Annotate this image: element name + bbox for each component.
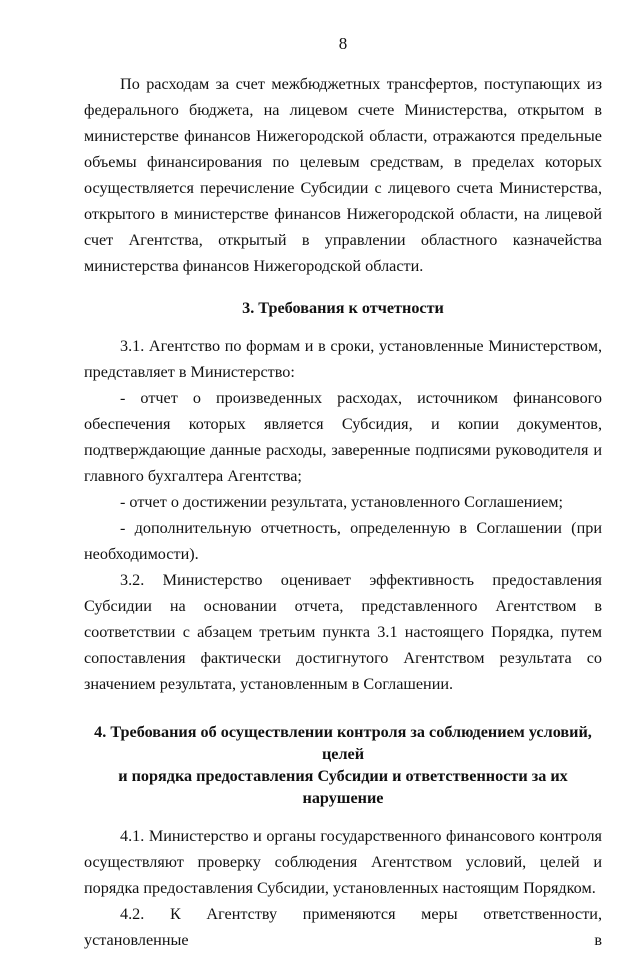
intro-paragraph: По расходам за счет межбюджетных трансфертов, поступающих из федерального бюджета, на лицевом счете Министерства, открытом в министерстве финансов Нижегородской области, отражаются предельные объемы финансирования по целевым средствам, в пределах которых осуществляется перечисление Субсидии с лицевого счета Министерства, открытого в министерстве финансов Нижегородской области, на лицевой счет Агентства, открытый в управлении областного казначейства министерства финансов Нижегородской области.: [84, 75, 602, 275]
section-4-heading-line-1: 4. Требования об осуществлении контроля за соблюдением условий, целей: [94, 723, 592, 763]
section-4-paragraph-1: 4.1. Министерство и органы государственного финансового контроля осуществляют проверку соблюдения Агентством условий, целей и порядка предоставления Субсидии, установленных настоящим Порядком.: [84, 827, 602, 897]
section-3-bullet-1: - отчет о произведенных расходах, источником финансового обеспечения которых является Субсидия, и копии документов, подтверждающие данные расходы, заверенные подписями руководителя и главного бухгалтера Агентства;: [84, 389, 602, 485]
section-4-heading: [84, 721, 602, 809]
section-3-heading: 3. Требования к отчетности: [242, 299, 444, 317]
section-3-bullet-2: - отчет о достижении результата, установленного Соглашением;: [120, 493, 564, 511]
section-3-bullet-3: - дополнительную отчетность, определенную в Соглашении (при необходимости).: [84, 519, 602, 563]
document-body: [84, 71, 602, 953]
section-4-heading-line-2: и порядка предоставления Субсидии и ответственности за их нарушение: [118, 767, 568, 807]
section-3-paragraph-2: 3.2. Министерство оценивает эффективность предоставления Субсидии на основании отчета, представленного Агентством в соответствии с абзацем третьим пункта 3.1 настоящего Порядка, путем сопоставления фактически достигнутого Агентством результата со значением результата, установленным в Соглашении.: [84, 571, 602, 693]
page-number: 8: [338, 34, 348, 53]
section-4-paragraph-2: 4.2. К Агентству применяются меры ответственности, установленные в: [84, 905, 602, 949]
section-3-paragraph-1: 3.1. Агентство по формам и в сроки, установленные Министерством, представляет в Министерство:: [84, 337, 602, 381]
